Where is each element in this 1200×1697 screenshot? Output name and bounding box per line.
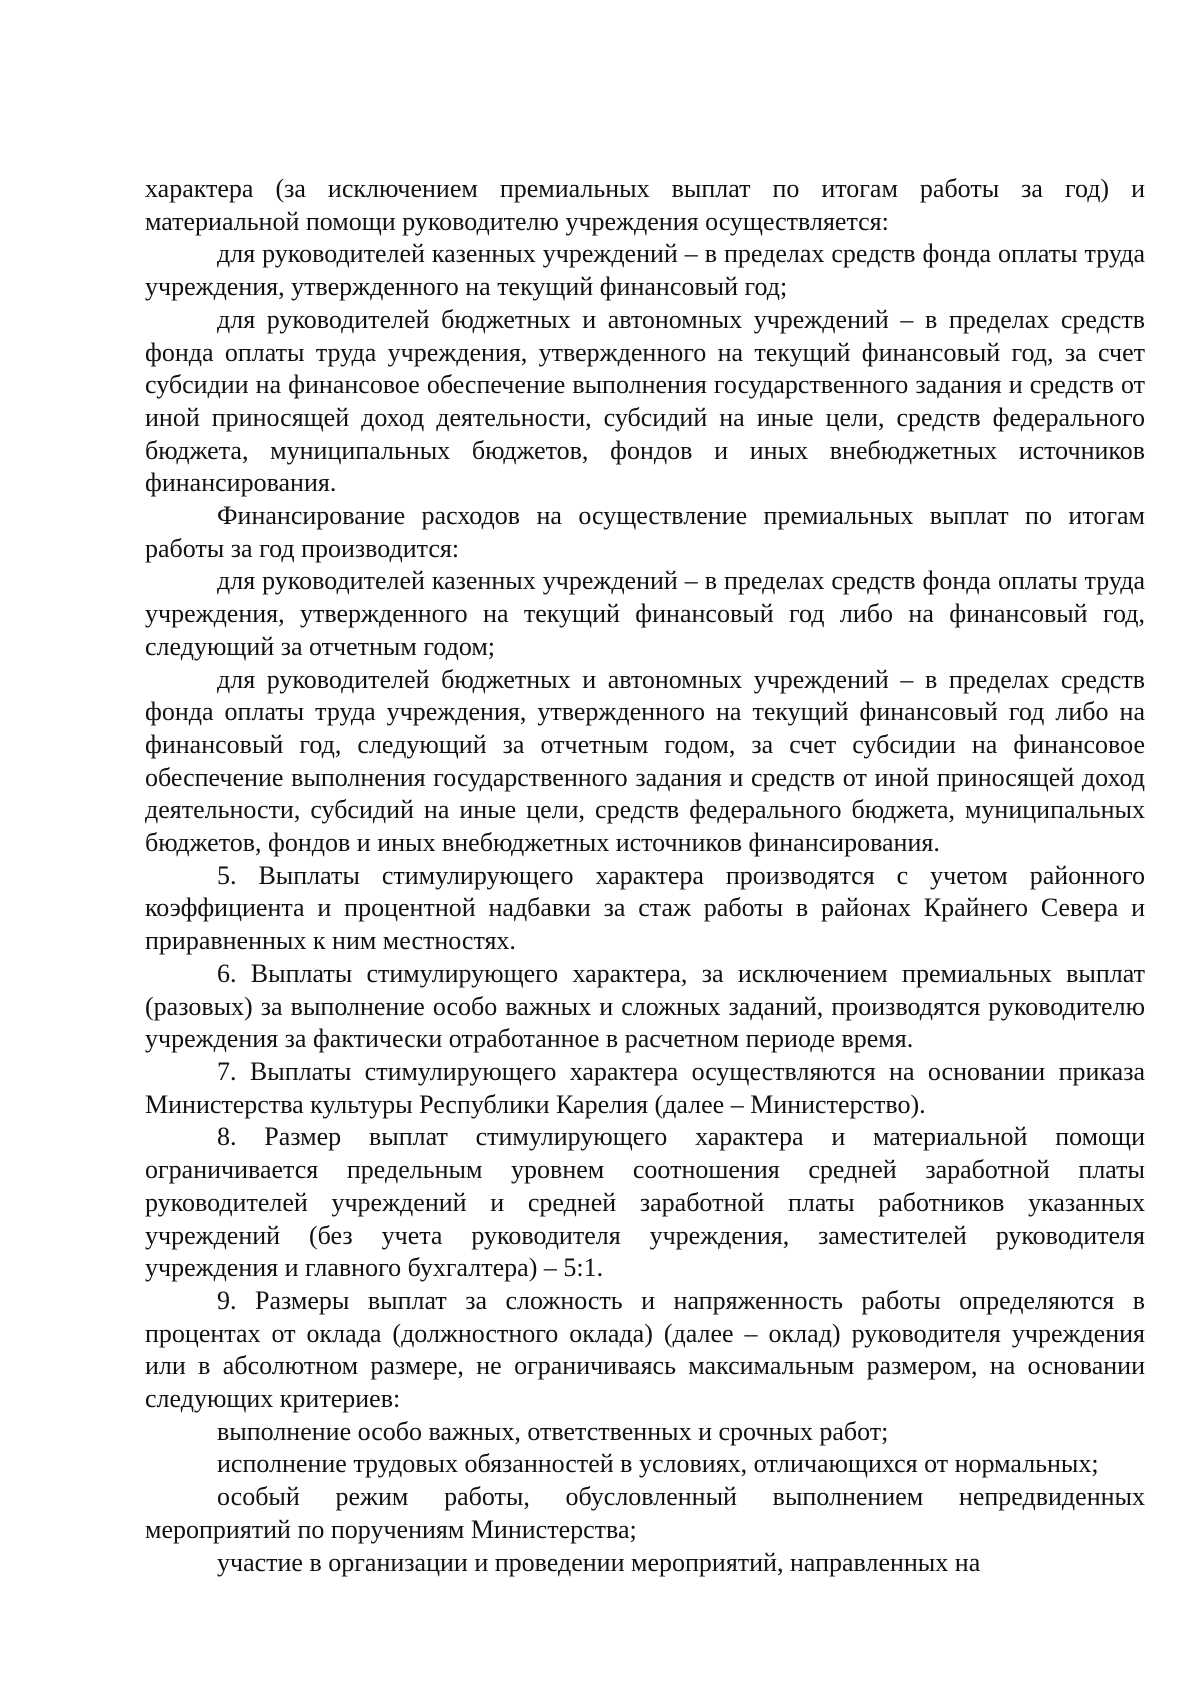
criterion-special-regime: особый режим работы, обусловленный выполнением непредвиденных мероприятий по поручениям Министерства; [145, 1482, 1145, 1544]
paragraph-item-7: 7. Выплаты стимулирующего характера осуществляются на основании приказа Министерства культуры Республики Карелия (далее – Министерство). [145, 1056, 1145, 1119]
paragraph-item-8: 8. Размер выплат стимулирующего характера и материальной помощи ограничивается предельным уровнем соотношения средней заработной платы руководителей учреждений и средней заработной платы работников указанных учреждений (без учета руководителя учреждения, заместителей руководителя учреждения и главного бухгалтера) – 5:1. [145, 1122, 1145, 1283]
paragraph-kazennye-yearly: для руководителей казенных учреждений – в пределах средств фонда оплаты труда учреждения, утвержденного на текущий финансовый год либо на финансовый год, следующий за отчетным годом; [145, 566, 1145, 661]
paragraph-byudzhetnye-yearly: для руководителей бюджетных и автономных учреждений – в пределах средств фонда оплаты труда учреждения, утвержденного на текущий финансовый год либо на финансовый год, следующий за отчетным годом, за счет субсидии на финансовое обеспечение выполнения государственного задания и средств от иной приносящей доход деятельности, субсидий на иные цели, средств федерального бюджета, муниципальных бюджетов, фондов и иных внебюджетных источников финансирования. [145, 664, 1145, 858]
paragraph-financing-yearly: Финансирование расходов на осуществление премиальных выплат по итогам работы за год производится: [145, 501, 1145, 563]
paragraph-item-5: 5. Выплаты стимулирующего характера производятся с учетом районного коэффициента и процентной надбавки за стаж работы в районах Крайнего Севера и приравненных к ним местностях. [145, 860, 1145, 956]
paragraph-continuation: характера (за исключением премиальных выплат по итогам работы за год) и материальной помощи руководителю учреждения осуществляется: [145, 174, 1145, 236]
paragraph-byudzhetnye: для руководителей бюджетных и автономных учреждений – в пределах средств фонда оплаты труда учреждения, утвержденного на текущий финансовый год, за счет субсидии на финансовое обеспечение выполнения государственного задания и средств от иной приносящей доход деятельности, субсидий на иные цели, средств федерального бюджета, муниципальных бюджетов, фондов и иных внебюджетных источников финансирования. [145, 304, 1145, 498]
document-body [145, 173, 1145, 1579]
criterion-important-work: выполнение особо важных, ответственных и срочных работ; [217, 1416, 889, 1446]
paragraph-item-9: 9. Размеры выплат за сложность и напряженность работы определяются в процентах от оклада (должностного оклада) (далее – оклад) руководителя учреждения или в абсолютном размере, не ограничиваясь максимальным размером, на основании следующих критериев: [145, 1285, 1145, 1414]
paragraph-kazennye: для руководителей казенных учреждений – в пределах средств фонда оплаты труда учреждения, утвержденного на текущий финансовый год; [145, 239, 1145, 302]
criterion-abnormal-conditions: исполнение трудовых обязанностей в условиях, отличающихся от нормальных; [217, 1449, 1099, 1479]
criterion-events-participation: участие в организации и проведении мероприятий, направленных на [217, 1547, 981, 1577]
paragraph-item-6: 6. Выплаты стимулирующего характера, за исключением премиальных выплат (разовых) за выполнение особо важных и сложных заданий, производятся руководителю учреждения за фактически отработанное в расчетном периоде время. [145, 958, 1145, 1054]
